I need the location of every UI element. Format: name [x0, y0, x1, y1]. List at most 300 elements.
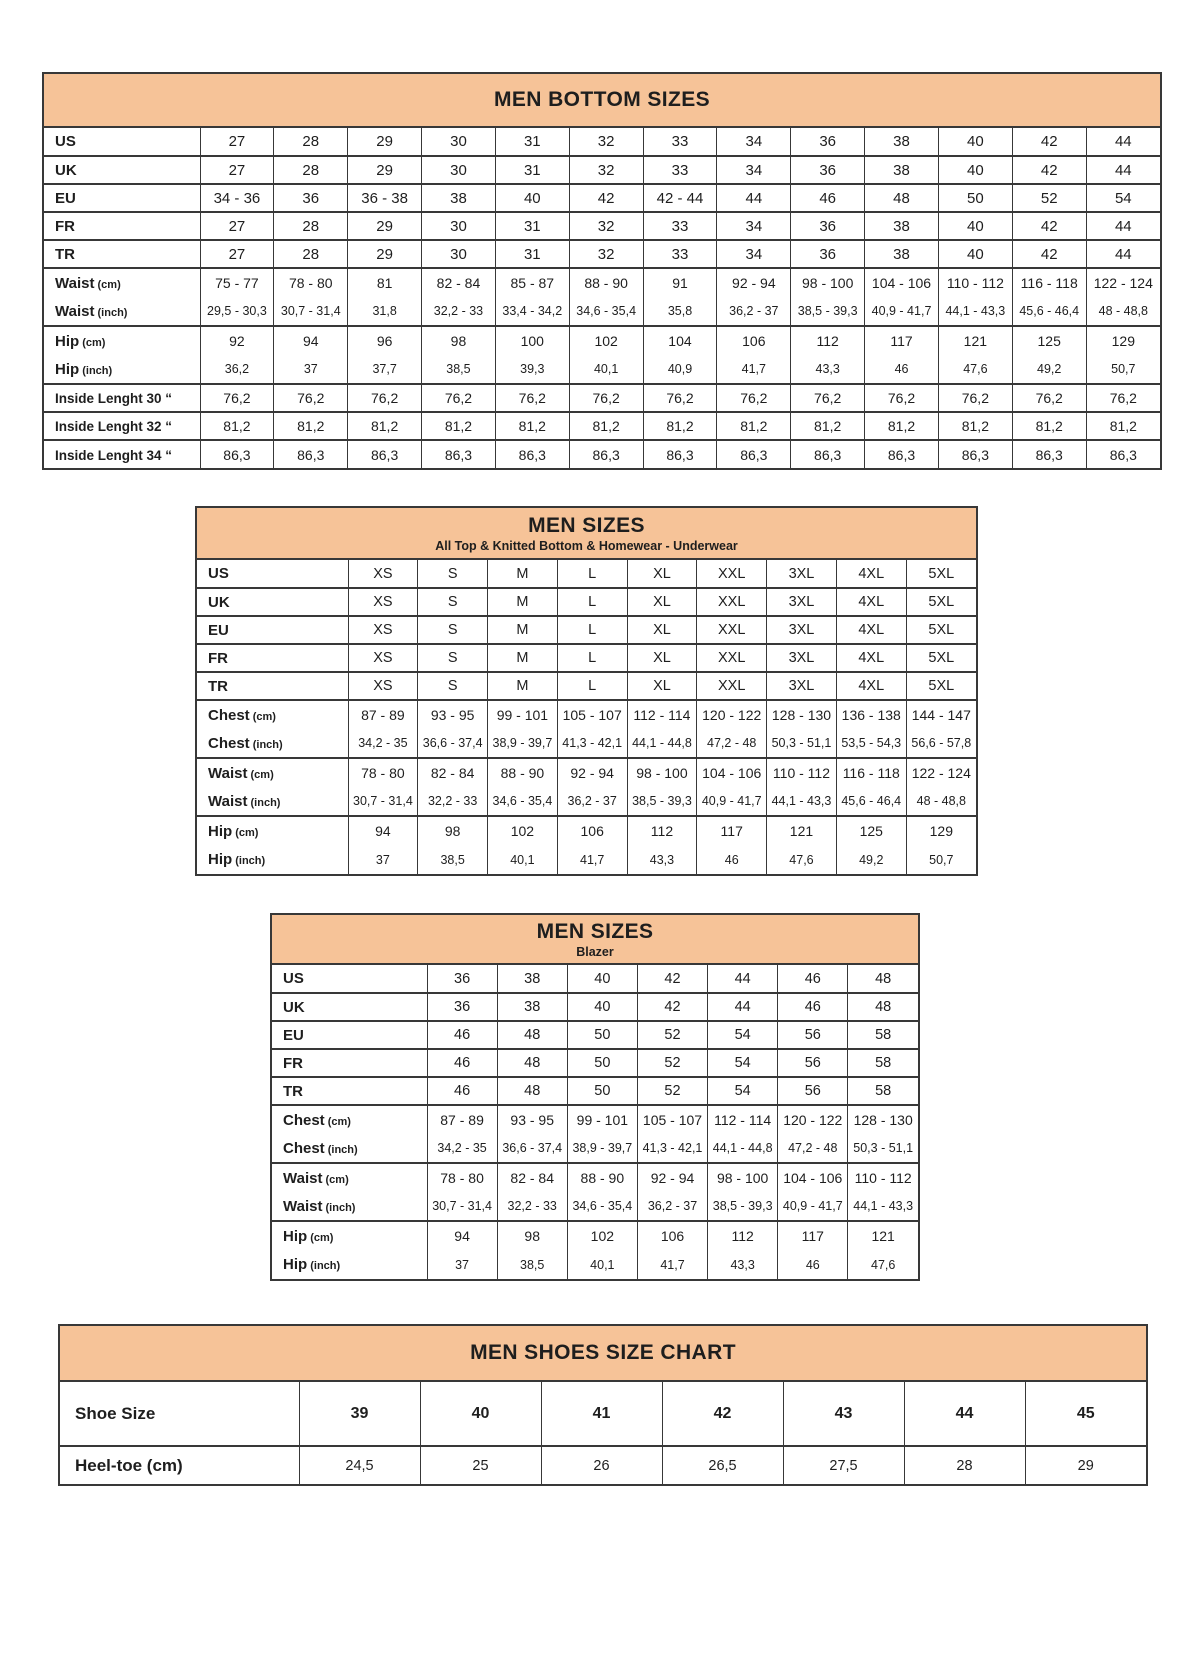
size-value-cell: 110 - 112: [767, 758, 837, 787]
row-label: FR: [44, 212, 200, 240]
size-value-cell: 85 - 87: [495, 268, 569, 297]
size-value-cell: 48: [497, 1077, 567, 1105]
size-value-cell: 48 - 48,8: [906, 787, 976, 816]
size-value-cell: 30: [422, 156, 496, 184]
row-label: Hip (cm): [44, 326, 200, 355]
size-value-cell: 34: [717, 212, 791, 240]
size-value-cell: 4XL: [836, 560, 906, 588]
size-value-cell: 27: [200, 156, 274, 184]
size-value-cell: 112 - 114: [627, 700, 697, 729]
size-value-cell: 86,3: [938, 440, 1012, 468]
row-label: US: [283, 970, 304, 987]
size-value-cell: 86,3: [569, 440, 643, 468]
size-value-cell: 38,9 - 39,7: [567, 1134, 637, 1163]
size-value-cell: 76,2: [791, 384, 865, 412]
size-value-cell: XL: [627, 616, 697, 644]
size-value-cell: 52: [637, 1077, 707, 1105]
size-value-cell: 47,2 - 48: [697, 729, 767, 758]
size-value-cell: S: [418, 644, 488, 672]
size-value-cell: 88 - 90: [569, 268, 643, 297]
table-row: [272, 1192, 918, 1221]
size-value-cell: 121: [767, 816, 837, 845]
size-value-cell: 78 - 80: [348, 758, 418, 787]
table-row: [44, 212, 1160, 240]
size-value-cell: 4XL: [836, 588, 906, 616]
size-value-cell: 4XL: [836, 644, 906, 672]
size-value-cell: 40,1: [488, 845, 558, 874]
size-value-cell: 98 - 100: [791, 268, 865, 297]
size-value-cell: 36,2 - 37: [717, 297, 791, 326]
size-value-cell: 43,3: [708, 1250, 778, 1279]
size-value-cell: 54: [1086, 184, 1160, 212]
size-value-cell: 86,3: [791, 440, 865, 468]
table-row: [197, 758, 976, 787]
size-value-cell: 82 - 84: [422, 268, 496, 297]
size-value-cell: 45,6 - 46,4: [836, 787, 906, 816]
row-label: US: [208, 565, 229, 582]
table-row: [44, 156, 1160, 184]
size-value-cell: 46: [427, 1077, 497, 1105]
size-value-cell: 28: [274, 128, 348, 156]
size-value-cell: 92 - 94: [717, 268, 791, 297]
table-row: [44, 297, 1160, 326]
size-value-cell: 44,1 - 43,3: [767, 787, 837, 816]
row-label: Inside Lenght 34 “: [44, 440, 200, 468]
size-value-cell: L: [557, 616, 627, 644]
size-value-cell: 116 - 118: [836, 758, 906, 787]
size-value-cell: 104: [643, 326, 717, 355]
size-grid: [272, 965, 918, 1279]
size-value-cell: 125: [1012, 326, 1086, 355]
size-value-cell: 76,2: [938, 384, 1012, 412]
table-header-band: [272, 915, 918, 965]
size-value-cell: 28: [274, 156, 348, 184]
size-value-cell: 38,5: [497, 1250, 567, 1279]
row-label: UK: [44, 156, 200, 184]
size-value-cell: 41,7: [717, 355, 791, 384]
size-value-cell: 39: [299, 1382, 420, 1446]
table-row: [197, 816, 976, 845]
table-row: [197, 845, 976, 874]
row-label: Waist (cm): [197, 758, 348, 787]
row-label: Waist (inch): [55, 302, 128, 320]
size-value-cell: 44,1 - 43,3: [938, 297, 1012, 326]
size-value-cell: 54: [708, 1077, 778, 1105]
size-value-cell: 38,5 - 39,3: [627, 787, 697, 816]
size-value-cell: 76,2: [569, 384, 643, 412]
table-header-band: [197, 508, 976, 560]
size-value-cell: 76,2: [200, 384, 274, 412]
size-value-cell: 28: [274, 240, 348, 268]
size-value-cell: 78 - 80: [274, 268, 348, 297]
row-label: FR: [197, 644, 348, 672]
table-row: [44, 355, 1160, 384]
row-label: Waist (inch): [283, 1197, 356, 1215]
size-value-cell: 41: [541, 1382, 662, 1446]
size-value-cell: 81,2: [422, 412, 496, 440]
size-value-cell: 56: [778, 1021, 848, 1049]
size-value-cell: 86,3: [348, 440, 422, 468]
size-value-cell: 32,2 - 33: [418, 787, 488, 816]
size-value-cell: M: [488, 644, 558, 672]
size-value-cell: 5XL: [906, 560, 976, 588]
size-value-cell: XXL: [697, 560, 767, 588]
size-value-cell: 5XL: [906, 588, 976, 616]
size-value-cell: 81,2: [1086, 412, 1160, 440]
size-value-cell: 98 - 100: [708, 1163, 778, 1192]
size-value-cell: 36: [427, 965, 497, 993]
size-value-cell: 3XL: [767, 644, 837, 672]
size-value-cell: 42: [637, 965, 707, 993]
size-value-cell: 44: [717, 184, 791, 212]
table-row: [272, 1250, 918, 1279]
size-value-cell: 44,1 - 44,8: [627, 729, 697, 758]
size-value-cell: 26: [541, 1446, 662, 1484]
size-value-cell: 31: [495, 240, 569, 268]
size-value-cell: 25: [420, 1446, 541, 1484]
size-value-cell: 46: [778, 993, 848, 1021]
size-value-cell: XXL: [697, 616, 767, 644]
size-value-cell: XL: [627, 672, 697, 700]
size-value-cell: 110 - 112: [848, 1163, 918, 1192]
size-value-cell: 27: [200, 128, 274, 156]
size-value-cell: 120 - 122: [697, 700, 767, 729]
size-value-cell: 112: [627, 816, 697, 845]
table-row: [272, 1049, 918, 1077]
size-value-cell: 31: [495, 212, 569, 240]
size-value-cell: 48: [848, 965, 918, 993]
size-value-cell: 41,3 - 42,1: [637, 1134, 707, 1163]
size-value-cell: 38: [865, 212, 939, 240]
row-label: Heel-toe (cm): [60, 1446, 299, 1484]
size-value-cell: L: [557, 588, 627, 616]
size-value-cell: 50,3 - 51,1: [767, 729, 837, 758]
table-row: [272, 1163, 918, 1192]
size-value-cell: 117: [778, 1221, 848, 1250]
size-value-cell: 82 - 84: [418, 758, 488, 787]
size-value-cell: 98: [497, 1221, 567, 1250]
size-value-cell: 42 - 44: [643, 184, 717, 212]
size-value-cell: 93 - 95: [497, 1105, 567, 1134]
size-value-cell: 106: [637, 1221, 707, 1250]
size-value-cell: 94: [427, 1221, 497, 1250]
table-header-band: [44, 74, 1160, 128]
size-value-cell: 46: [427, 1021, 497, 1049]
size-value-cell: 38: [865, 156, 939, 184]
size-value-cell: 52: [637, 1021, 707, 1049]
size-value-cell: 40,9: [643, 355, 717, 384]
size-value-cell: 144 - 147: [906, 700, 976, 729]
size-value-cell: 34: [717, 240, 791, 268]
table-title: MEN SIZES: [536, 919, 654, 943]
size-value-cell: 110 - 112: [938, 268, 1012, 297]
table-row: [197, 787, 976, 816]
size-value-cell: 75 - 77: [200, 268, 274, 297]
size-value-cell: 44: [904, 1382, 1025, 1446]
size-value-cell: 98: [418, 816, 488, 845]
row-label: Inside Lenght 30 “: [44, 384, 200, 412]
size-value-cell: XXL: [697, 672, 767, 700]
table-row: [197, 616, 976, 644]
size-value-cell: 5XL: [906, 616, 976, 644]
size-value-cell: 122 - 124: [906, 758, 976, 787]
size-grid: [60, 1382, 1146, 1484]
size-value-cell: 40: [420, 1382, 541, 1446]
size-value-cell: 121: [848, 1221, 918, 1250]
size-value-cell: 91: [643, 268, 717, 297]
size-value-cell: 29,5 - 30,3: [200, 297, 274, 326]
size-value-cell: XL: [627, 560, 697, 588]
size-value-cell: XXL: [697, 588, 767, 616]
table-row: [197, 588, 976, 616]
size-value-cell: 44,1 - 44,8: [708, 1134, 778, 1163]
row-label: UK: [197, 588, 348, 616]
table-header-band: [60, 1326, 1146, 1382]
size-value-cell: 3XL: [767, 560, 837, 588]
size-value-cell: 81,2: [200, 412, 274, 440]
size-value-cell: 58: [848, 1077, 918, 1105]
size-value-cell: 47,2 - 48: [778, 1134, 848, 1163]
table-row: [272, 1221, 918, 1250]
size-value-cell: 43,3: [627, 845, 697, 874]
row-label: Hip (inch): [55, 360, 113, 378]
size-value-cell: 32,2 - 33: [422, 297, 496, 326]
size-value-cell: 78 - 80: [427, 1163, 497, 1192]
size-value-cell: L: [557, 560, 627, 588]
size-value-cell: 48: [865, 184, 939, 212]
size-value-cell: L: [557, 644, 627, 672]
row-label: Shoe Size: [75, 1403, 156, 1423]
table-row: [272, 1077, 918, 1105]
size-value-cell: 92 - 94: [557, 758, 627, 787]
size-value-cell: XS: [348, 644, 418, 672]
size-value-cell: 33: [643, 212, 717, 240]
size-value-cell: M: [488, 588, 558, 616]
size-value-cell: 98: [422, 326, 496, 355]
size-value-cell: 27: [200, 240, 274, 268]
table-row: [44, 326, 1160, 355]
row-label: EU: [44, 184, 200, 212]
size-value-cell: 42: [569, 184, 643, 212]
size-value-cell: 30,7 - 31,4: [274, 297, 348, 326]
size-value-cell: 104 - 106: [697, 758, 767, 787]
size-value-cell: 50: [567, 1021, 637, 1049]
size-value-cell: 81,2: [643, 412, 717, 440]
row-label: Chest (cm): [272, 1105, 427, 1134]
size-value-cell: 34: [717, 156, 791, 184]
table-row: [44, 384, 1160, 412]
size-value-cell: 99 - 101: [567, 1105, 637, 1134]
size-value-cell: 36: [791, 240, 865, 268]
size-value-cell: 36,2 - 37: [637, 1192, 707, 1221]
table-subtitle: Blazer: [576, 944, 614, 959]
size-value-cell: 37: [348, 845, 418, 874]
row-label: TR: [272, 1077, 427, 1105]
size-value-cell: 100: [495, 326, 569, 355]
size-value-cell: 32: [569, 240, 643, 268]
size-value-cell: 32: [569, 128, 643, 156]
size-value-cell: 30: [422, 240, 496, 268]
size-value-cell: 88 - 90: [567, 1163, 637, 1192]
size-value-cell: 29: [348, 240, 422, 268]
size-value-cell: 3XL: [767, 588, 837, 616]
size-value-cell: 94: [348, 816, 418, 845]
table-row: [272, 965, 918, 993]
size-value-cell: 33,4 - 34,2: [495, 297, 569, 326]
size-value-cell: 38: [497, 965, 567, 993]
size-value-cell: 37: [427, 1250, 497, 1279]
size-value-cell: 49,2: [1012, 355, 1086, 384]
size-value-cell: 92 - 94: [637, 1163, 707, 1192]
size-value-cell: 24,5: [299, 1446, 420, 1484]
size-value-cell: 125: [836, 816, 906, 845]
table-row: [60, 1382, 1146, 1446]
size-value-cell: 76,2: [422, 384, 496, 412]
size-value-cell: 36: [274, 184, 348, 212]
size-value-cell: 76,2: [274, 384, 348, 412]
size-value-cell: 88 - 90: [488, 758, 558, 787]
size-value-cell: 41,3 - 42,1: [557, 729, 627, 758]
row-label: Waist (cm): [44, 268, 200, 297]
size-value-cell: 38: [865, 128, 939, 156]
size-value-cell: 42: [662, 1382, 783, 1446]
size-value-cell: 4XL: [836, 672, 906, 700]
size-value-cell: 40: [938, 212, 1012, 240]
size-value-cell: XS: [348, 560, 418, 588]
size-value-cell: 120 - 122: [778, 1105, 848, 1134]
size-value-cell: 40,9 - 41,7: [778, 1192, 848, 1221]
size-value-cell: 87 - 89: [348, 700, 418, 729]
size-value-cell: 38,5 - 39,3: [791, 297, 865, 326]
size-value-cell: 122 - 124: [1086, 268, 1160, 297]
size-value-cell: 129: [1086, 326, 1160, 355]
row-label: UK: [272, 993, 427, 1021]
size-value-cell: 31,8: [348, 297, 422, 326]
size-value-cell: 36: [791, 156, 865, 184]
size-value-cell: 30: [422, 128, 496, 156]
size-value-cell: XS: [348, 616, 418, 644]
size-value-cell: 112: [708, 1221, 778, 1250]
size-value-cell: 38,5: [422, 355, 496, 384]
size-value-cell: 44,1 - 43,3: [848, 1192, 918, 1221]
row-label: EU: [272, 1021, 427, 1049]
size-value-cell: 82 - 84: [497, 1163, 567, 1192]
size-value-cell: 26,5: [662, 1446, 783, 1484]
size-value-cell: 105 - 107: [637, 1105, 707, 1134]
size-value-cell: 81,2: [791, 412, 865, 440]
table-row: [272, 1021, 918, 1049]
size-value-cell: 104 - 106: [865, 268, 939, 297]
size-value-cell: 31: [495, 156, 569, 184]
size-value-cell: 34: [717, 128, 791, 156]
size-value-cell: 102: [569, 326, 643, 355]
table-title: MEN SIZES: [528, 513, 645, 537]
size-value-cell: 98 - 100: [627, 758, 697, 787]
size-value-cell: 86,3: [717, 440, 791, 468]
size-value-cell: 81,2: [865, 412, 939, 440]
size-value-cell: 81: [348, 268, 422, 297]
size-value-cell: 43: [783, 1382, 904, 1446]
size-value-cell: 29: [1025, 1446, 1146, 1484]
size-value-cell: 43,3: [791, 355, 865, 384]
size-value-cell: 36: [427, 993, 497, 1021]
size-value-cell: 86,3: [200, 440, 274, 468]
size-value-cell: 46: [865, 355, 939, 384]
size-value-cell: 48: [497, 1021, 567, 1049]
size-value-cell: 94: [274, 326, 348, 355]
size-value-cell: 54: [708, 1021, 778, 1049]
table-row: [44, 412, 1160, 440]
size-value-cell: 117: [865, 326, 939, 355]
size-value-cell: 40,9 - 41,7: [697, 787, 767, 816]
size-value-cell: 42: [1012, 128, 1086, 156]
size-value-cell: 3XL: [767, 672, 837, 700]
size-value-cell: 47,6: [767, 845, 837, 874]
size-value-cell: 40: [938, 128, 1012, 156]
table-row: [197, 644, 976, 672]
size-grid: [197, 560, 976, 874]
size-value-cell: 40,1: [569, 355, 643, 384]
size-value-cell: 81,2: [569, 412, 643, 440]
size-value-cell: 102: [567, 1221, 637, 1250]
size-value-cell: 31: [495, 128, 569, 156]
size-value-cell: 76,2: [1086, 384, 1160, 412]
size-value-cell: 38: [422, 184, 496, 212]
row-label: Hip (cm): [197, 816, 348, 845]
table-row: [44, 240, 1160, 268]
size-value-cell: 129: [906, 816, 976, 845]
size-value-cell: 76,2: [643, 384, 717, 412]
row-label: Waist (cm): [272, 1163, 427, 1192]
size-value-cell: 36: [791, 212, 865, 240]
size-value-cell: 49,2: [836, 845, 906, 874]
size-value-cell: 30: [422, 212, 496, 240]
size-value-cell: 58: [848, 1021, 918, 1049]
size-value-cell: 121: [938, 326, 1012, 355]
size-value-cell: M: [488, 672, 558, 700]
size-value-cell: 42: [1012, 156, 1086, 184]
size-value-cell: 81,2: [495, 412, 569, 440]
size-value-cell: XL: [627, 644, 697, 672]
size-grid: [44, 128, 1160, 468]
size-value-cell: 92: [200, 326, 274, 355]
size-value-cell: 45,6 - 46,4: [1012, 297, 1086, 326]
size-value-cell: 76,2: [717, 384, 791, 412]
size-value-cell: 96: [348, 326, 422, 355]
size-value-cell: 34 - 36: [200, 184, 274, 212]
row-label: Chest (inch): [208, 734, 283, 752]
size-value-cell: 46: [427, 1049, 497, 1077]
table-row: [197, 729, 976, 758]
size-value-cell: 81,2: [348, 412, 422, 440]
size-value-cell: 76,2: [865, 384, 939, 412]
size-value-cell: 86,3: [1086, 440, 1160, 468]
size-value-cell: 42: [1012, 240, 1086, 268]
size-value-cell: 42: [1012, 212, 1086, 240]
size-value-cell: 28: [904, 1446, 1025, 1484]
size-value-cell: 38: [497, 993, 567, 1021]
size-value-cell: 50: [567, 1077, 637, 1105]
size-value-cell: 32: [569, 156, 643, 184]
row-label: Hip (inch): [283, 1256, 341, 1273]
size-value-cell: 36,6 - 37,4: [497, 1134, 567, 1163]
size-value-cell: 46: [778, 1250, 848, 1279]
size-value-cell: 99 - 101: [488, 700, 558, 729]
size-value-cell: 56: [778, 1049, 848, 1077]
men-sizes-top-table: [195, 506, 978, 876]
size-value-cell: 117: [697, 816, 767, 845]
size-value-cell: 76,2: [348, 384, 422, 412]
